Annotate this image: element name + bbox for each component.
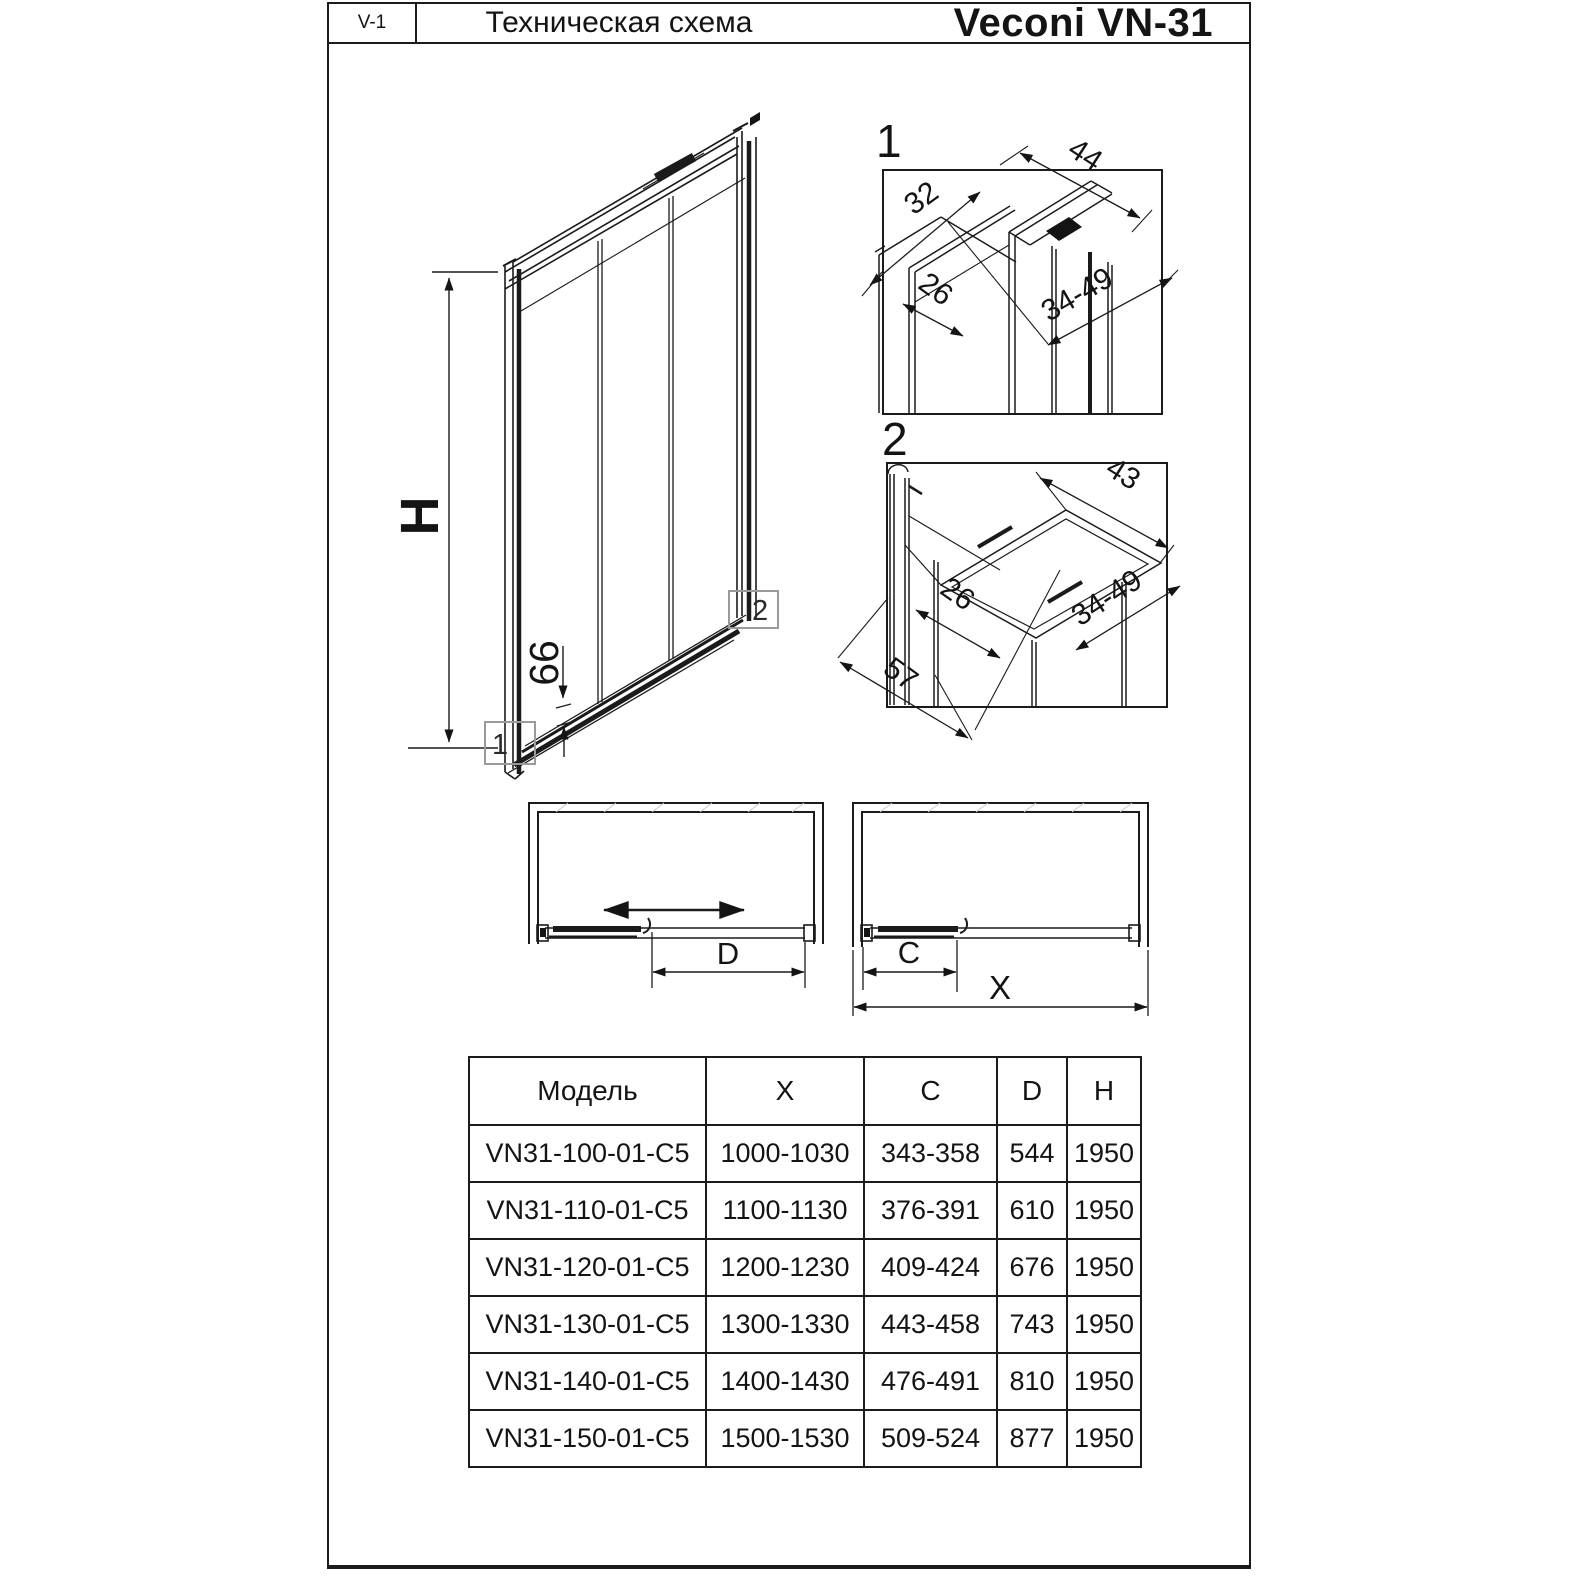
table-header-cell: C xyxy=(864,1057,997,1125)
plan-view-right xyxy=(853,803,1148,1016)
value-cell: 443-458 xyxy=(864,1296,997,1353)
door-handle-hook xyxy=(643,918,650,933)
dimension-threshold-66 xyxy=(521,640,572,757)
wall-hatching xyxy=(556,803,804,812)
plan-right-dim-C: C xyxy=(897,935,921,970)
value-cell: 1950 xyxy=(1067,1125,1141,1182)
detail-1-dim-26: 26 xyxy=(912,266,959,313)
value-cell: 1950 xyxy=(1067,1353,1141,1410)
table-header-cell: X xyxy=(706,1057,864,1125)
threshold-dim-label: 66 xyxy=(521,640,567,686)
value-cell: 544 xyxy=(997,1125,1067,1182)
detail-1-dim-44: 44 xyxy=(1062,132,1109,178)
detail-1-dim-34-49: 34-49 xyxy=(1035,261,1119,329)
plan-left-dim-D: D xyxy=(716,936,740,971)
value-cell: 1950 xyxy=(1067,1296,1141,1353)
model-cell: VN31-110-01-C5 xyxy=(469,1182,706,1239)
table-header-cell: D xyxy=(997,1057,1067,1125)
table-row xyxy=(469,1410,1141,1467)
model-spec-table xyxy=(468,1056,1142,1468)
height-dim-label: H xyxy=(390,496,450,536)
model-cell: VN31-100-01-C5 xyxy=(469,1125,706,1182)
value-cell: 1200-1230 xyxy=(706,1239,864,1296)
detail-2-dim-57: 57 xyxy=(877,651,924,698)
table-row xyxy=(469,1125,1141,1182)
callout-2-label: 2 xyxy=(752,595,769,627)
plan-right-dim-X: X xyxy=(988,969,1012,1006)
detail-view-1 xyxy=(862,115,1178,414)
value-cell: 1950 xyxy=(1067,1239,1141,1296)
value-cell: 610 xyxy=(997,1182,1067,1239)
detail-2-dim-26: 26 xyxy=(934,571,981,618)
model-cell: VN31-150-01-C5 xyxy=(469,1410,706,1467)
value-cell: 343-358 xyxy=(864,1125,997,1182)
table-row xyxy=(469,1296,1141,1353)
value-cell: 877 xyxy=(997,1410,1067,1467)
value-cell: 1500-1530 xyxy=(706,1410,864,1467)
value-cell: 376-391 xyxy=(864,1182,997,1239)
table-header-row xyxy=(469,1057,1141,1125)
detail-view-2 xyxy=(838,413,1180,740)
detail-2-label: 2 xyxy=(882,413,908,465)
value-cell: 1100-1130 xyxy=(706,1182,864,1239)
value-cell: 810 xyxy=(997,1353,1067,1410)
table-row xyxy=(469,1353,1141,1410)
door-handle-hook xyxy=(960,918,967,933)
product-name: Veconi VN-31 xyxy=(953,1,1213,45)
table-row xyxy=(469,1239,1141,1296)
sheet-code: V-1 xyxy=(329,4,417,42)
value-cell: 476-491 xyxy=(864,1353,997,1410)
value-cell: 1300-1330 xyxy=(706,1296,864,1353)
table-row xyxy=(469,1182,1141,1239)
detail-2-dim-43: 43 xyxy=(1100,451,1146,497)
table-header-cell: H xyxy=(1067,1057,1141,1125)
model-cell: VN31-120-01-C5 xyxy=(469,1239,706,1296)
plan-view-left xyxy=(529,803,823,988)
detail-2-dim-34-49: 34-49 xyxy=(1065,563,1148,633)
value-cell: 1950 xyxy=(1067,1410,1141,1467)
callout-1-label: 1 xyxy=(492,729,509,761)
value-cell: 1950 xyxy=(1067,1182,1141,1239)
value-cell: 1000-1030 xyxy=(706,1125,864,1182)
detail-1-dim-32: 32 xyxy=(898,175,945,222)
dimension-height-H xyxy=(390,272,498,748)
value-cell: 409-424 xyxy=(864,1239,997,1296)
value-cell: 676 xyxy=(997,1239,1067,1296)
wall-hatching xyxy=(880,803,1132,812)
page-title: Техническая схема xyxy=(485,6,753,39)
value-cell: 1400-1430 xyxy=(706,1353,864,1410)
value-cell: 743 xyxy=(997,1296,1067,1353)
table-header-cell: Модель xyxy=(469,1057,706,1125)
model-cell: VN31-130-01-C5 xyxy=(469,1296,706,1353)
value-cell: 509-524 xyxy=(864,1410,997,1467)
model-cell: VN31-140-01-C5 xyxy=(469,1353,706,1410)
detail-1-label: 1 xyxy=(876,115,902,167)
